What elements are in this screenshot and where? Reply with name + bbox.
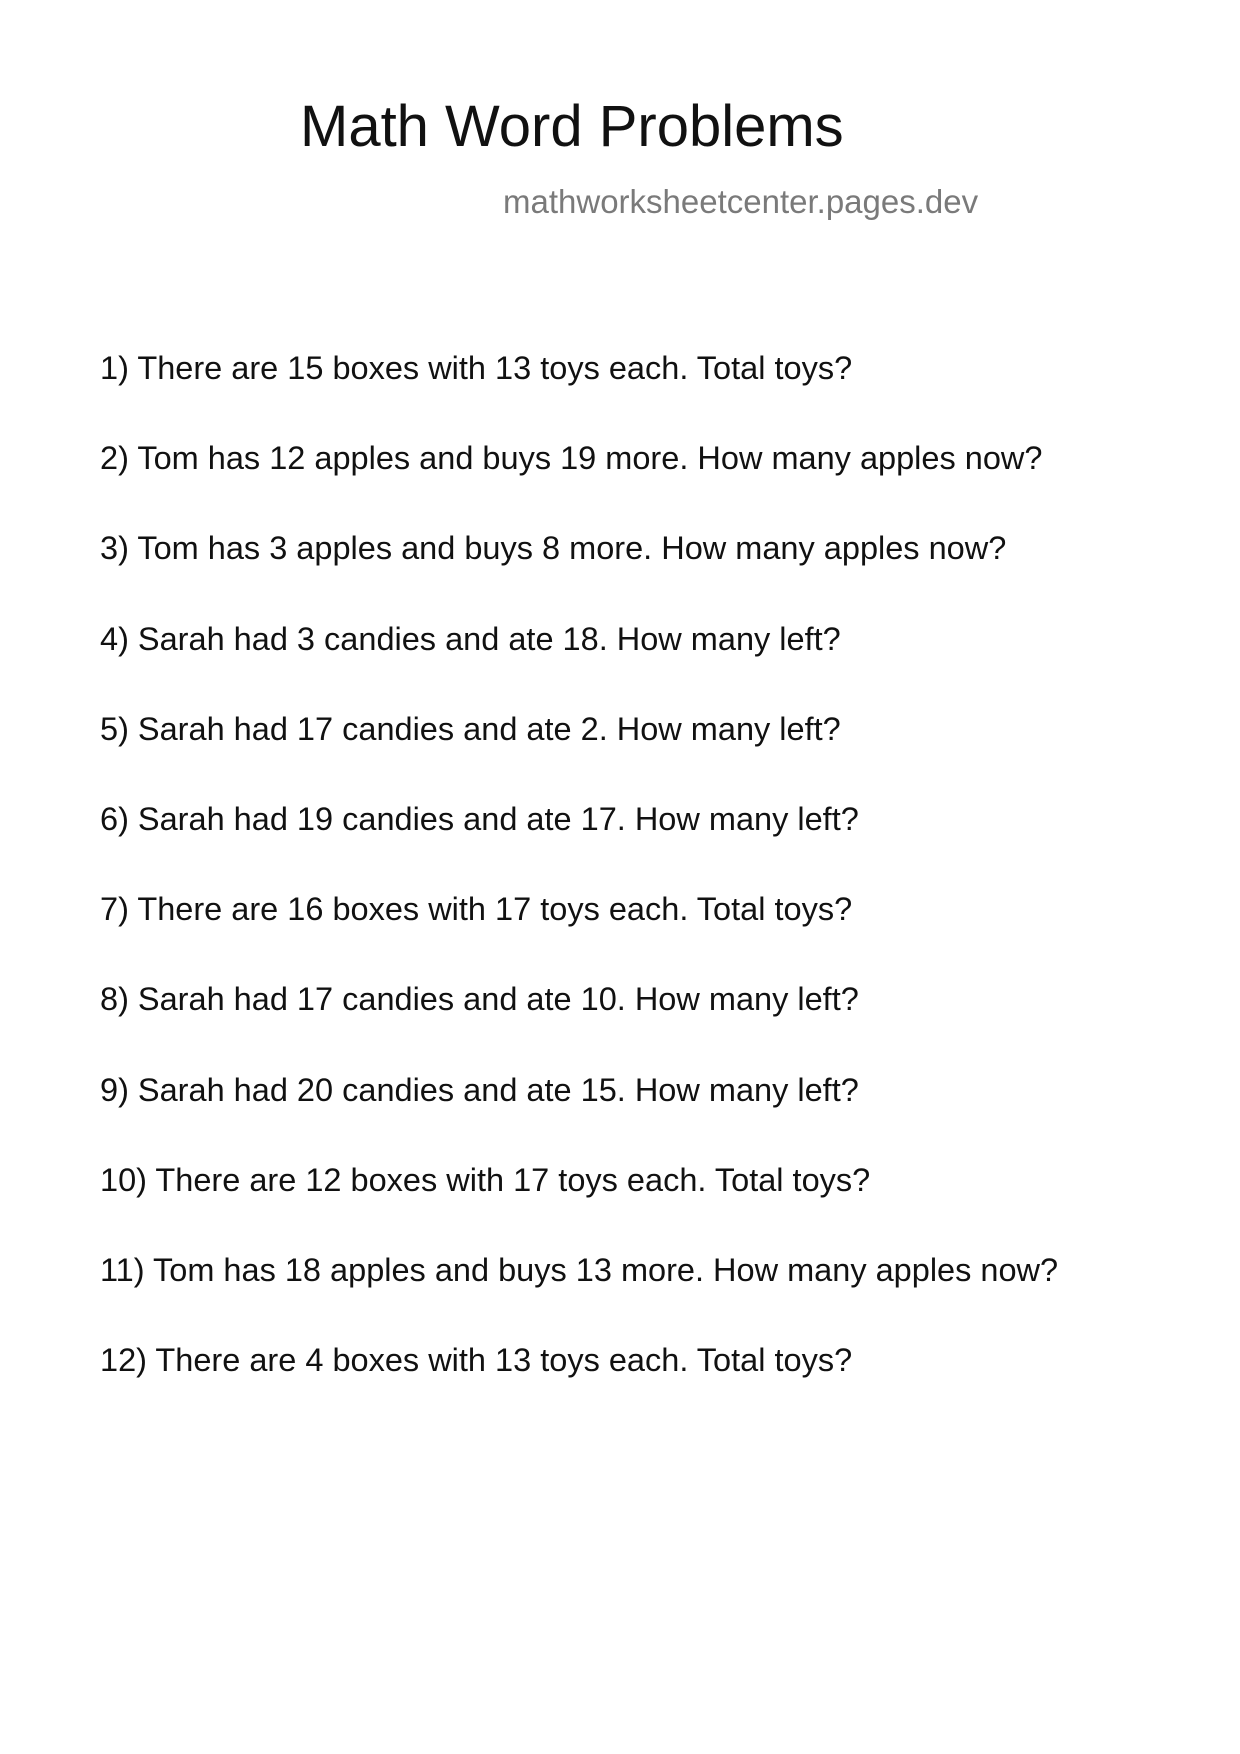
problem-7: 7) There are 16 boxes with 17 toys each. Total toys? (100, 891, 853, 928)
problem-5: 5) Sarah had 17 candies and ate 2. How many left? (100, 710, 841, 747)
problem-1: 1) There are 15 boxes with 13 toys each. Total toys? (100, 350, 853, 386)
problem-12: 12) There are 4 boxes with 13 toys each. Total toys? (100, 1342, 853, 1379)
problem-6: 6) Sarah had 19 candies and ate 17. How many left? (100, 800, 859, 837)
problem-list (100, 352, 1058, 1434)
problem-8: 8) Sarah had 17 candies and ate 10. How many left? (100, 981, 859, 1018)
problem-10: 10) There are 12 boxes with 17 toys each. Total toys? (100, 1161, 871, 1198)
source-url: mathworksheetcenter.pages.dev (503, 183, 979, 220)
page-title: Math Word Problems (300, 94, 844, 159)
problem-9: 9) Sarah had 20 candies and ate 15. How many left? (100, 1071, 859, 1108)
problem-2: 2) Tom has 12 apples and buys 19 more. How many apples now? (100, 440, 1043, 477)
problem-4: 4) Sarah had 3 candies and ate 18. How many left? (100, 620, 841, 657)
problem-3: 3) Tom has 3 apples and buys 8 more. How many apples now? (100, 530, 1007, 567)
problem-11: 11) Tom has 18 apples and buys 13 more. How many apples now? (100, 1251, 1059, 1288)
